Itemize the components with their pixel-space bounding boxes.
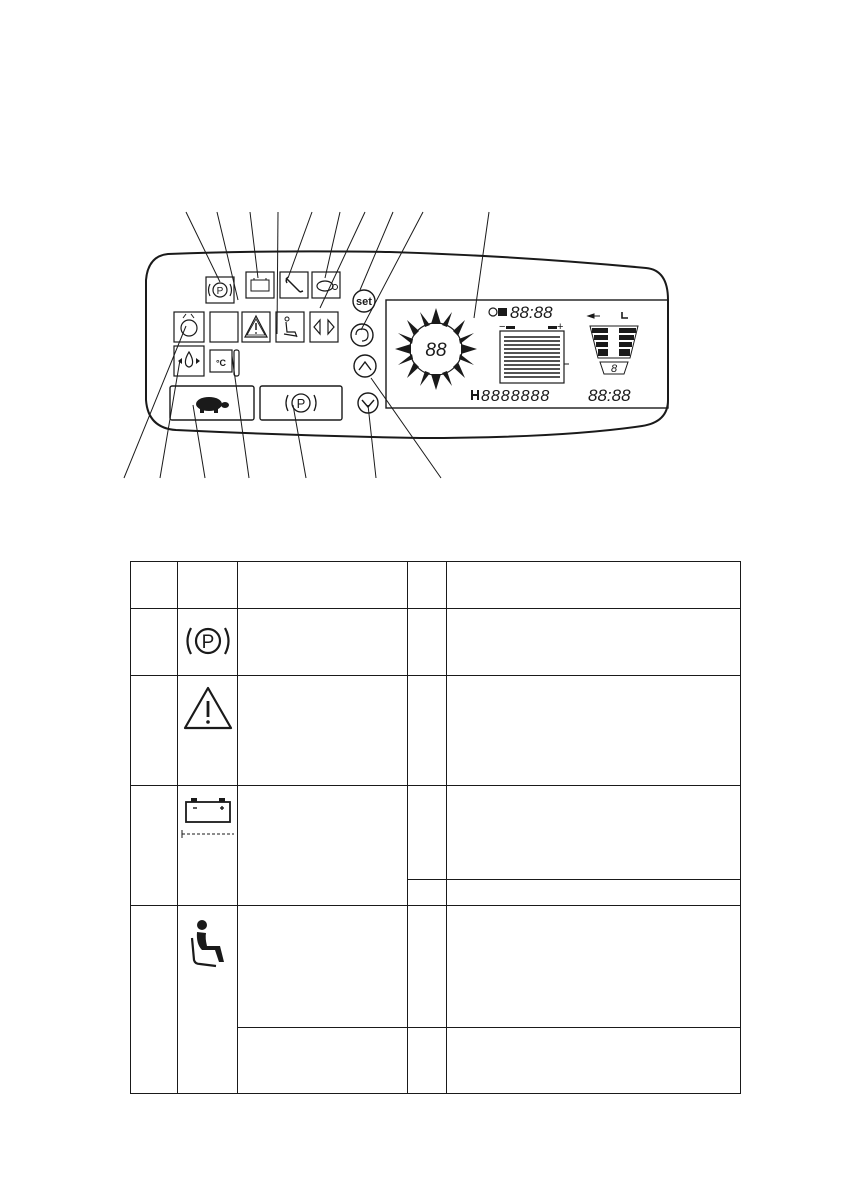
table-cell <box>238 609 408 676</box>
up-button[interactable] <box>354 355 376 377</box>
table-cell-icon <box>178 906 238 1094</box>
icon-hydraulic[interactable] <box>174 312 204 342</box>
table-cell-icon <box>178 786 238 906</box>
svg-text:P: P <box>201 632 214 653</box>
svg-text:P: P <box>216 286 224 297</box>
down-button[interactable] <box>358 393 378 413</box>
table-cell <box>447 880 741 906</box>
table-cell-icon <box>178 676 238 786</box>
table-cell <box>238 1028 408 1094</box>
header-cell <box>408 562 447 609</box>
lift-gauge <box>588 312 638 375</box>
table-row <box>131 676 741 786</box>
table-cell <box>408 786 447 880</box>
celsius-label: °C <box>215 358 227 368</box>
table-cell <box>447 1028 741 1094</box>
header-cell <box>131 562 178 609</box>
table-cell <box>447 676 741 786</box>
header-cell <box>178 562 238 609</box>
control-panel-diagram <box>0 0 843 500</box>
header-cell <box>238 562 408 609</box>
set-button[interactable] <box>353 290 375 312</box>
header-cell <box>447 562 741 609</box>
icon-battery-small[interactable] <box>246 272 274 298</box>
icon-seat-operator-small[interactable] <box>276 312 304 342</box>
table-cell <box>408 880 447 906</box>
table-cell <box>447 609 741 676</box>
table-cell-icon <box>178 609 238 676</box>
table-row <box>131 609 741 676</box>
table-cell <box>238 676 408 786</box>
table-cell <box>131 906 178 1094</box>
table-header-row <box>131 562 741 609</box>
speed-digits: 88 <box>425 340 447 361</box>
tortoise-mode-button[interactable] <box>170 386 254 420</box>
trip-clock-readout: 88:88 <box>588 386 631 405</box>
blank-indicator <box>210 312 238 342</box>
icon-wrench[interactable] <box>280 272 308 298</box>
table-row <box>131 906 741 1028</box>
svg-text:set: set <box>356 296 372 308</box>
table-cell <box>238 786 408 906</box>
icon-lamp-left-right[interactable] <box>310 312 338 342</box>
warning-triangle-icon <box>182 684 234 734</box>
table-cell <box>408 906 447 1028</box>
table-cell <box>408 1028 447 1094</box>
clock-readout: 88:88 <box>510 303 553 322</box>
battery-icon <box>180 794 236 846</box>
odometer-readout: 8888888 <box>481 388 551 405</box>
icon-warning-triangle[interactable] <box>242 312 270 342</box>
table-cell <box>447 906 741 1028</box>
svg-text:+: + <box>557 321 564 333</box>
panel-outline <box>146 251 668 438</box>
odometer <box>472 388 550 405</box>
speed-burst <box>395 308 477 390</box>
hour-meter <box>489 303 553 322</box>
table-cell <box>131 676 178 786</box>
gear-digit: 8 <box>610 363 618 375</box>
table-cell <box>447 786 741 880</box>
table-cell <box>408 609 447 676</box>
leader-lines-bottom <box>124 326 441 478</box>
svg-text:−: − <box>499 321 506 333</box>
table-cell <box>408 676 447 786</box>
lcd-display <box>386 300 668 408</box>
battery-gauge <box>499 321 569 383</box>
table-cell <box>238 906 408 1028</box>
table-row <box>131 786 741 880</box>
table-cell <box>131 786 178 906</box>
parking-brake-icon <box>182 621 234 665</box>
table-cell <box>131 609 178 676</box>
parking-brake-button[interactable] <box>260 386 342 420</box>
seat-operator-icon <box>182 916 234 972</box>
svg-text:P: P <box>296 396 306 411</box>
legend-table <box>130 561 741 1094</box>
